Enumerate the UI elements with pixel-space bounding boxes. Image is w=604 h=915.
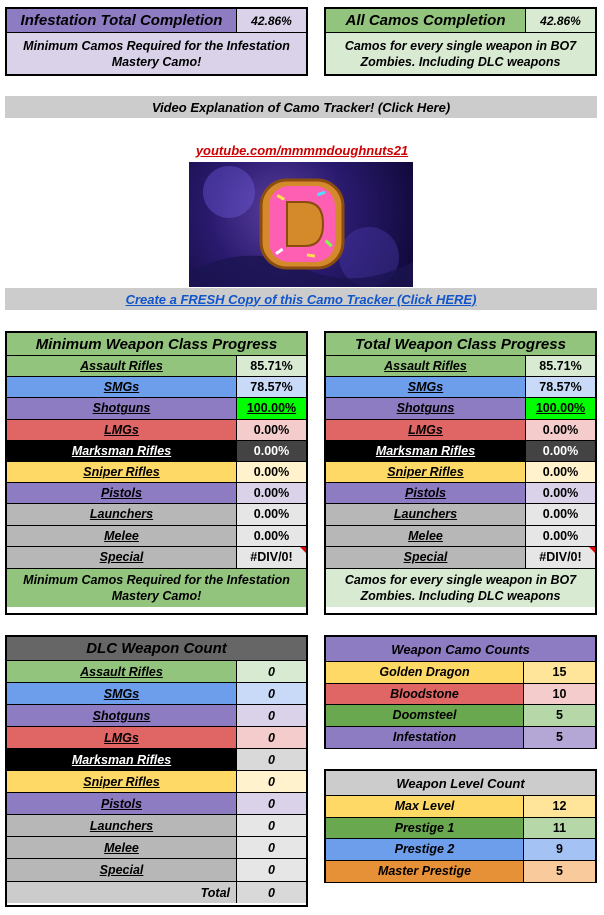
- video-explanation-link[interactable]: Video Explanation of Camo Tracker! (Click Here): [5, 96, 597, 118]
- total-class-value-melee: 0.00%: [525, 526, 595, 546]
- min-class-value-sniper-rifles: 0.00%: [236, 462, 306, 482]
- min-class-label-pistols[interactable]: Pistols: [7, 483, 236, 503]
- min-class-label-assault-rifles[interactable]: Assault Rifles: [7, 356, 236, 376]
- total-class-label-melee[interactable]: Melee: [326, 526, 525, 546]
- total-class-value-pistols: 0.00%: [525, 483, 595, 503]
- total-class-row-melee: [326, 526, 595, 547]
- camo-count-value-infestation: 5: [523, 727, 595, 749]
- camo-count-label-doomsteel: Doomsteel: [326, 705, 523, 726]
- dlc-label-shotguns[interactable]: Shotguns: [7, 705, 236, 726]
- camo-count-row-golden-dragon: [326, 662, 595, 684]
- dlc-row-assault-rifles: [7, 661, 306, 683]
- min-class-value-marksman-rifles: 0.00%: [236, 441, 306, 461]
- dlc-weapon-count-panel: [5, 635, 308, 907]
- total-class-row-assault-rifles: [326, 356, 595, 377]
- dlc-label-melee[interactable]: Melee: [7, 837, 236, 858]
- total-class-value-launchers: 0.00%: [525, 504, 595, 524]
- total-class-row-marksman-rifles: [326, 441, 595, 462]
- dlc-row-smgs: [7, 683, 306, 705]
- level-count-value-master-prestige: 5: [523, 861, 595, 883]
- dlc-value-melee: 0: [236, 837, 306, 858]
- min-class-row-special: [7, 547, 306, 568]
- camo-count-row-infestation: [326, 727, 595, 749]
- level-count-label-master-prestige: Master Prestige: [326, 861, 523, 883]
- dlc-value-special: 0: [236, 859, 306, 881]
- min-class-value-special: #DIV/0!: [236, 547, 306, 568]
- dlc-value-marksman-rifles: 0: [236, 749, 306, 770]
- total-class-row-special: [326, 547, 595, 568]
- camo-count-row-doomsteel: [326, 705, 595, 727]
- total-class-value-special: #DIV/0!: [525, 547, 595, 568]
- error-corner-marker: [300, 547, 306, 553]
- min-class-row-pistols: [7, 483, 306, 504]
- total-class-value-assault-rifles: 85.71%: [525, 356, 595, 376]
- all-camos-completion-percent: 42.86%: [525, 9, 595, 32]
- level-count-label-prestige-1: Prestige 1: [326, 818, 523, 839]
- total-weapon-class-footer: Camos for every single weapon in BO7 Zombies. Including DLC weapons: [326, 568, 595, 607]
- camo-count-value-bloodstone: 10: [523, 684, 595, 705]
- dlc-row-pistols: [7, 793, 306, 815]
- weapon-camo-counts-panel: [324, 635, 597, 749]
- dlc-value-assault-rifles: 0: [236, 661, 306, 682]
- dlc-label-marksman-rifles[interactable]: Marksman Rifles: [7, 749, 236, 770]
- camo-count-value-doomsteel: 5: [523, 705, 595, 726]
- total-class-value-sniper-rifles: 0.00%: [525, 462, 595, 482]
- total-class-label-smgs[interactable]: SMGs: [326, 377, 525, 397]
- min-class-row-assault-rifles: [7, 356, 306, 377]
- all-camos-completion-title: All Camos Completion: [326, 9, 525, 32]
- minimum-weapon-class-title: Minimum Weapon Class Progress: [7, 333, 306, 356]
- total-class-row-sniper-rifles: [326, 462, 595, 483]
- dlc-label-sniper-rifles[interactable]: Sniper Rifles: [7, 771, 236, 792]
- min-class-value-melee: 0.00%: [236, 526, 306, 546]
- dlc-row-shotguns: [7, 705, 306, 727]
- level-count-row-prestige-1: [326, 818, 595, 840]
- dlc-row-lmgs: [7, 727, 306, 749]
- total-class-value-lmgs: 0.00%: [525, 420, 595, 440]
- infestation-completion-panel: [5, 7, 308, 76]
- all-camos-completion-description: Camos for every single weapon in BO7 Zombies. Including DLC weapons: [326, 33, 595, 74]
- total-class-value-marksman-rifles: 0.00%: [525, 441, 595, 461]
- total-class-label-marksman-rifles[interactable]: Marksman Rifles: [326, 441, 525, 461]
- min-class-label-shotguns[interactable]: Shotguns: [7, 398, 236, 418]
- weapon-level-count-panel: [324, 769, 597, 883]
- min-class-label-sniper-rifles[interactable]: Sniper Rifles: [7, 462, 236, 482]
- level-count-value-prestige-1: 11: [523, 818, 595, 839]
- dlc-row-melee: [7, 837, 306, 859]
- dlc-value-shotguns: 0: [236, 705, 306, 726]
- all-camos-completion-panel: [324, 7, 597, 76]
- dlc-row-launchers: [7, 815, 306, 837]
- youtube-channel-link[interactable]: youtube.com/mmmmdoughnuts21: [195, 142, 409, 158]
- infestation-completion-percent: 42.86%: [236, 9, 306, 32]
- min-class-row-smgs: [7, 377, 306, 398]
- total-class-row-smgs: [326, 377, 595, 398]
- fresh-copy-link[interactable]: Create a FRESH Copy of this Camo Tracker (Click HERE): [5, 288, 597, 310]
- min-class-row-launchers: [7, 504, 306, 525]
- dlc-label-special[interactable]: Special: [7, 859, 236, 881]
- min-class-label-smgs[interactable]: SMGs: [7, 377, 236, 397]
- camo-count-row-bloodstone: [326, 684, 595, 706]
- total-class-row-lmgs: [326, 420, 595, 441]
- dlc-label-lmgs[interactable]: LMGs: [7, 727, 236, 748]
- dlc-value-lmgs: 0: [236, 727, 306, 748]
- doughnut-logo-graphic: [189, 162, 413, 287]
- min-class-row-sniper-rifles: [7, 462, 306, 483]
- camo-count-label-bloodstone: Bloodstone: [326, 684, 523, 705]
- min-class-value-lmgs: 0.00%: [236, 420, 306, 440]
- dlc-label-launchers[interactable]: Launchers: [7, 815, 236, 836]
- minimum-weapon-class-footer: Minimum Camos Required for the Infestation Mastery Camo!: [7, 568, 306, 607]
- camo-count-value-golden-dragon: 15: [523, 662, 595, 683]
- min-class-value-pistols: 0.00%: [236, 483, 306, 503]
- dlc-value-sniper-rifles: 0: [236, 771, 306, 792]
- min-class-label-melee[interactable]: Melee: [7, 526, 236, 546]
- dlc-weapon-count-title: DLC Weapon Count: [7, 637, 306, 661]
- total-class-label-sniper-rifles[interactable]: Sniper Rifles: [326, 462, 525, 482]
- level-count-row-master-prestige: [326, 861, 595, 883]
- camo-count-label-infestation: Infestation: [326, 727, 523, 749]
- infestation-completion-title: Infestation Total Completion: [7, 9, 236, 32]
- min-class-value-shotguns: 100.00%: [236, 398, 306, 418]
- min-class-value-smgs: 78.57%: [236, 377, 306, 397]
- dlc-label-smgs[interactable]: SMGs: [7, 683, 236, 704]
- dlc-label-assault-rifles[interactable]: Assault Rifles: [7, 661, 236, 682]
- doughnut-logo-image[interactable]: [189, 162, 413, 287]
- level-count-label-prestige-2: Prestige 2: [326, 839, 523, 860]
- min-class-label-lmgs[interactable]: LMGs: [7, 420, 236, 440]
- dlc-total-value: 0: [236, 882, 306, 903]
- min-class-value-launchers: 0.00%: [236, 504, 306, 524]
- total-class-label-assault-rifles[interactable]: Assault Rifles: [326, 356, 525, 376]
- total-class-row-launchers: [326, 504, 595, 525]
- minimum-weapon-class-panel: [5, 331, 308, 615]
- level-count-value-prestige-2: 9: [523, 839, 595, 860]
- infestation-completion-description: Minimum Camos Required for the Infestation Mastery Camo!: [7, 33, 306, 74]
- min-class-row-marksman-rifles: [7, 441, 306, 462]
- camo-count-label-golden-dragon: Golden Dragon: [326, 662, 523, 683]
- total-class-row-pistols: [326, 483, 595, 504]
- total-class-row-shotguns: [326, 398, 595, 419]
- dlc-label-pistols[interactable]: Pistols: [7, 793, 236, 814]
- dlc-value-launchers: 0: [236, 815, 306, 836]
- dlc-value-smgs: 0: [236, 683, 306, 704]
- dlc-total-label: Total: [7, 882, 236, 903]
- level-count-row-prestige-2: [326, 839, 595, 861]
- total-class-label-shotguns[interactable]: Shotguns: [326, 398, 525, 418]
- level-count-label-max-level: Max Level: [326, 796, 523, 817]
- total-class-label-launchers[interactable]: Launchers: [326, 504, 525, 524]
- total-weapon-class-panel: [324, 331, 597, 615]
- total-class-label-lmgs[interactable]: LMGs: [326, 420, 525, 440]
- total-class-value-shotguns: 100.00%: [525, 398, 595, 418]
- weapon-camo-counts-title: Weapon Camo Counts: [326, 637, 595, 662]
- min-class-label-marksman-rifles[interactable]: Marksman Rifles: [7, 441, 236, 461]
- total-class-label-special[interactable]: Special: [326, 547, 525, 568]
- weapon-level-count-title: Weapon Level Count: [326, 771, 595, 796]
- min-class-label-launchers[interactable]: Launchers: [7, 504, 236, 524]
- dlc-row-sniper-rifles: [7, 771, 306, 793]
- dlc-value-pistols: 0: [236, 793, 306, 814]
- dlc-row-special: [7, 859, 306, 881]
- min-class-value-assault-rifles: 85.71%: [236, 356, 306, 376]
- level-count-value-max-level: 12: [523, 796, 595, 817]
- total-weapon-class-title: Total Weapon Class Progress: [326, 333, 595, 356]
- error-corner-marker: [589, 547, 595, 553]
- min-class-row-melee: [7, 526, 306, 547]
- total-class-value-smgs: 78.57%: [525, 377, 595, 397]
- min-class-row-shotguns: [7, 398, 306, 419]
- level-count-row-max-level: [326, 796, 595, 818]
- min-class-label-special[interactable]: Special: [7, 547, 236, 568]
- dlc-row-marksman-rifles: [7, 749, 306, 771]
- min-class-row-lmgs: [7, 420, 306, 441]
- total-class-label-pistols[interactable]: Pistols: [326, 483, 525, 503]
